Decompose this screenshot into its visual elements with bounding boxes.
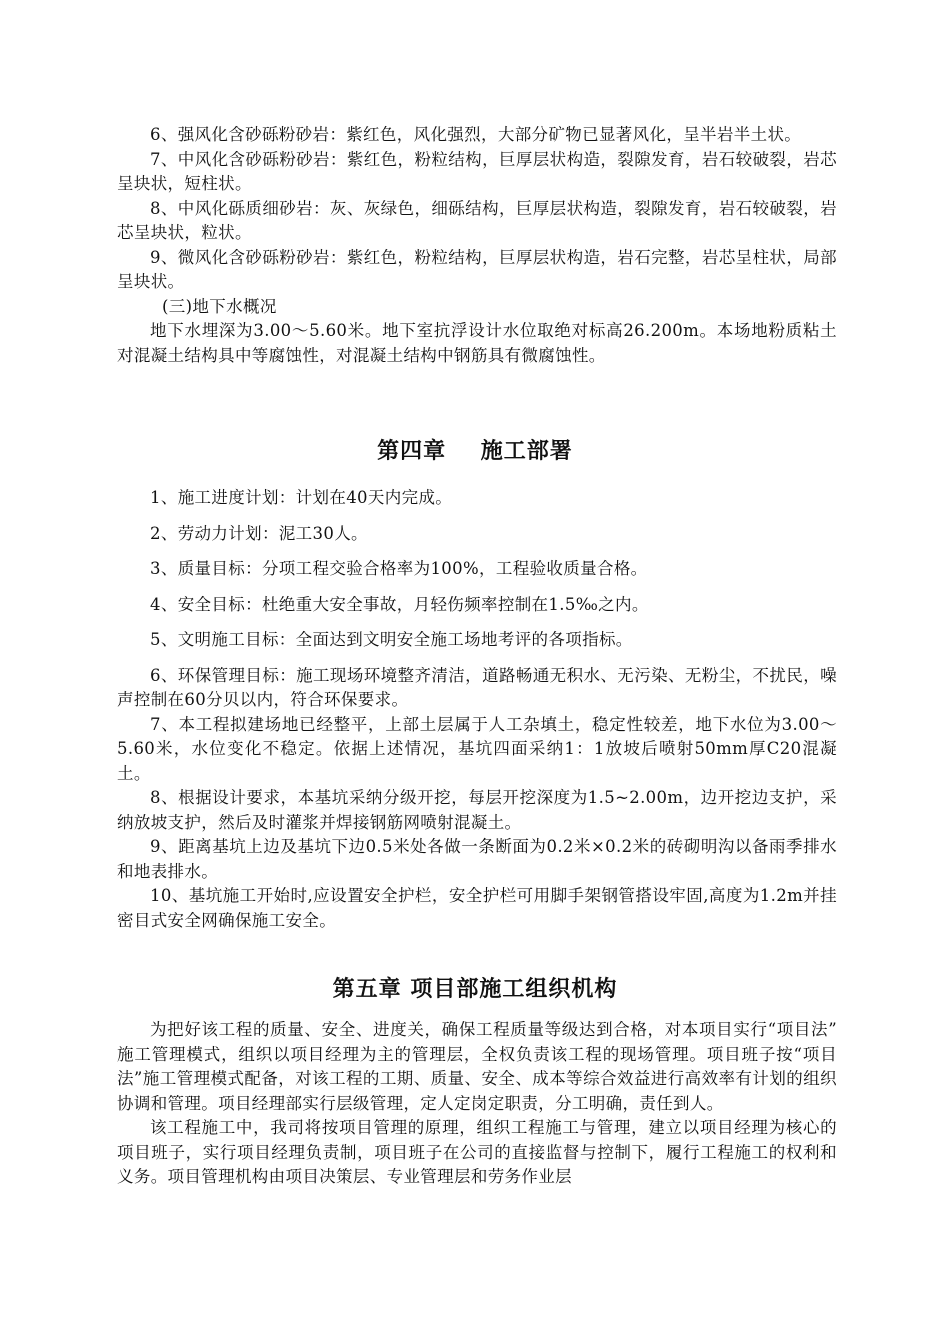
chapter5-body	[117, 1018, 837, 1190]
geology-section	[117, 123, 837, 368]
paragraph: 7、中风化含砂砾粉砂岩：紫红色，粉粒结构，巨厚层状构造，裂隙发育，岩石较破裂，岩芯呈块状，短柱状。	[117, 149, 837, 193]
subsection-heading: (三)地下水概况	[162, 296, 277, 316]
list-item: 10、基坑施工开始时,应设置安全护栏，安全护栏可用脚手架钢管搭设牢固,高度为1.2m并挂密目式安全网确保施工安全。	[117, 886, 837, 930]
list-item: 4、安全目标：杜绝重大安全事故，月轻伤频率控制在1.5‰之内。	[150, 594, 649, 614]
paragraph: 8、中风化砾质细砂岩：灰、灰绿色，细砾结构，巨厚层状构造，裂隙发育，岩石较破裂，岩芯呈块状，粒状。	[117, 198, 837, 242]
list-item: 8、根据设计要求，本基坑采纳分级开挖，每层开挖深度为1.5~2.00m，边开挖边支护，采纳放坡支护，然后及时灌浆并焊接钢筋网喷射混凝土。	[117, 788, 837, 832]
list-item: 9、距离基坑上边及基坑下边0.5米处各做一条断面为0.2米×0.2米的砖砌明沟以备雨季排水和地表排水。	[117, 837, 837, 881]
paragraph: 地下水埋深为3.00～5.60米。地下室抗浮设计水位取绝对标高26.200m。本场地粉质粘土对混凝土结构具中等腐蚀性，对混凝土结构中钢筋具有微腐蚀性。	[117, 321, 837, 365]
list-item: 3、质量目标：分项工程交验合格率为100%，工程验收质量合格。	[150, 559, 648, 578]
chapter4-body	[117, 486, 837, 933]
paragraph: 为把好该工程的质量、安全、进度关，确保工程质量等级达到合格，对本项目实行“项目法” 施工管理模式，组织以项目经理为主的管理层，全权负责该工程的现场管理。项目班子按“项目法”施工管理模式配备，对该工程的工期、质量、安全、成本等综合效益进行高效率有计划的组织协调和管理。项目经理部实行层级管理，定人定岗定职责，分工明确，责任到人。	[117, 1020, 837, 1113]
list-item: 1、施工进度计划：计划在40天内完成。	[150, 488, 453, 507]
list-item: 6、环保管理目标：施工现场环境整齐清洁，道路畅通无积水、无污染、无粉尘，不扰民，噪声控制在60分贝以内，符合环保要求。	[117, 665, 837, 709]
paragraph: 9、微风化含砂砾粉砂岩：紫红色，粉粒结构，巨厚层状构造，岩石完整，岩芯呈柱状，局部呈块状。	[117, 247, 837, 291]
chapter-title: 第五章 项目部施工组织机构	[332, 977, 618, 1002]
list-item: 2、劳动力计划：泥工30人。	[150, 523, 368, 543]
list-item: 7、本工程拟建场地已经整平，上部土层属于人工杂填土，稳定性较差，地下水位为3.00～5.60米，水位变化不稳定。依据上述情况，基坑四面采纳1：1放坡后喷射50mm厚C20混凝土。	[117, 714, 837, 783]
paragraph: 该工程施工中，我司将按项目管理的原理，组织工程施工与管理，建立以项目经理为核心的项目班子，实行项目经理负责制，项目班子在公司的直接监督与控制下，履行工程施工的权利和义务。项目管理机构由项目决策层、专业管理层和劳务作业层	[117, 1118, 837, 1186]
chapter-title: 第四章 施工部署	[377, 439, 573, 464]
paragraph: 6、强风化含砂砾粉砂岩：紫红色，风化强烈，大部分矿物已显著风化，呈半岩半土状。	[150, 125, 802, 144]
list-item: 5、文明施工目标：全面达到文明安全施工场地考评的各项指标。	[150, 630, 633, 649]
